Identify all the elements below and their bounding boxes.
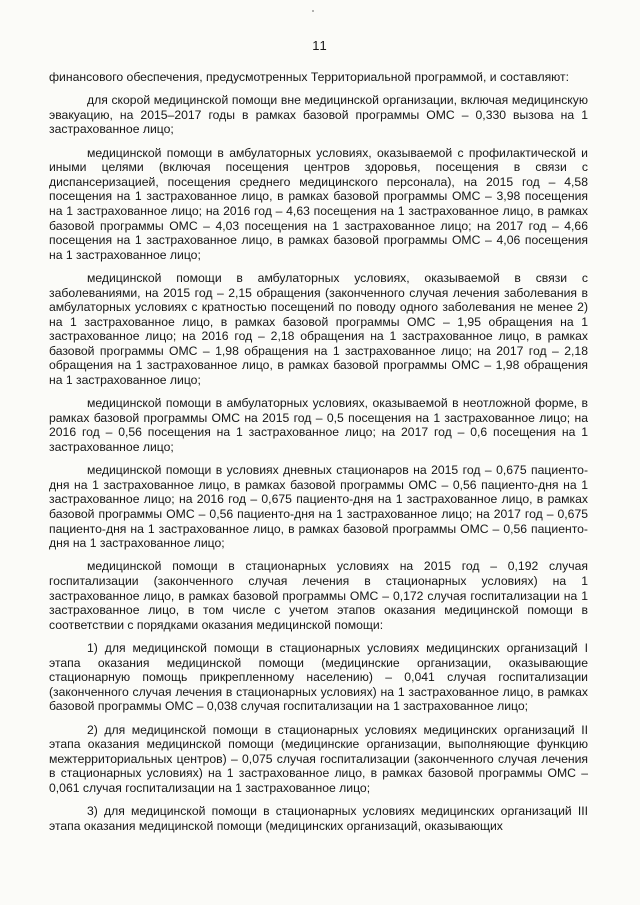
paragraph-inpatient-level-1: 1) для медицинской помощи в стационарных условиях медицинских организаций I этапа оказания медицинской помощи (медицинские организации, оказывающие стационарную помощь прикрепленному населению) – 0,041 случая госпитализации (законченного случая лечения в стационарных условиях) на 1 застрахованное лицо, в рамках базовой программы ОМС – 0,038 случая госпитализации на 1 застрахованное лицо; xyxy=(49,640,588,714)
document-body xyxy=(49,70,588,842)
paragraph-outpatient-disease: медицинской помощи в амбулаторных условиях, оказываемой в связи с заболеваниями, на 2015 год – 2,15 обращения (законченного случая лечения заболевания в амбулаторных условиях с кратностью посещений по поводу одного заболевания не менее 2) на 1 застрахованное лицо, в рамках базовой программы ОМС – 1,95 обращения на 1 застрахованное лицо; на 2016 год – 2,18 обращения на 1 застрахованное лицо, в рамках базовой программы ОМС – 1,98 обращения на 1 застрахованное лицо; на 2017 год – 2,18 обращения на 1 застрахованное лицо, в рамках базовой программы ОМС – 1,98 обращения на 1 застрахованное лицо; xyxy=(49,270,588,388)
paragraph-outpatient-preventive: медицинской помощи в амбулаторных условиях, оказываемой с профилактической и иными целями (включая посещения центров здоровья, посещения в связи с диспансеризацией, посещения среднего медицинского персонала), на 2015 год – 4,58 посещения на 1 застрахованное лицо, в рамках базовой программы ОМС – 3,98 посещения на 1 застрахованное лицо; на 2016 год – 4,63 посещения на 1 застрахованное лицо, в рамках базовой программы ОМС – 4,03 посещения на 1 застрахованное лицо; на 2017 год – 4,66 посещения на 1 застрахованное лицо, в рамках базовой программы ОМС – 4,06 посещения на 1 застрахованное лицо; xyxy=(49,145,588,262)
paragraph-inpatient-level-2: 2) для медицинской помощи в стационарных условиях медицинских организаций II этапа оказания медицинской помощи (медицинские организации, выполняющие функцию межтерриториальных центров) – 0,075 случая госпитализации (законченного случая лечения в стационарных условиях) на 1 застрахованное лицо, в рамках базовой программы ОМС – 0,061 случая госпитализации на 1 застрахованное лицо; xyxy=(49,722,588,795)
paragraph-outpatient-urgent: медицинской помощи в амбулаторных условиях, оказываемой в неотложной форме, в рамках базовой программы ОМС на 2015 год – 0,5 посещения на 1 застрахованное лицо; на 2016 год – 0,56 посещения на 1 застрахованное лицо; на 2017 год – 0,6 посещения на 1 застрахованное лицо; xyxy=(49,396,588,455)
scan-artifact-dot xyxy=(312,10,314,12)
paragraph-inpatient-level-3: 3) для медицинской помощи в стационарных условиях медицинских организаций III этапа оказания медицинской помощи (медицинских организаций, оказывающих xyxy=(49,804,588,833)
paragraph-inpatient: медицинской помощи в стационарных условиях на 2015 год – 0,192 случая госпитализации (законченного случая лечения в стационарных условиях) на 1 застрахованное лицо, в рамках базовой программы ОМС – 0,172 случая госпитализации на 1 застрахованное лицо, в том числе с учетом этапов оказания медицинской помощи в соответствии с порядками оказания медицинской помощи: xyxy=(49,559,588,632)
paragraph-intro: финансового обеспечения, предусмотренных Территориальной программой, и составляют: xyxy=(49,70,570,84)
paragraph-day-hospital: медицинской помощи в условиях дневных стационаров на 2015 год – 0,675 пациенто-дня на 1 застрахованное лицо, в рамках базовой программы ОМС – 0,56 пациенто-дня на 1 застрахованное лицо; на 2016 год – 0,675 пациенто-дня на 1 застрахованное лицо, в рамках базовой программы ОМС – 0,56 пациенто-дня на 1 застрахованное лицо; на 2017 год – 0,675 пациенто-дня на 1 застрахованное лицо, в рамках базовой программы ОМС – 0,56 пациенто-дня на 1 застрахованное лицо; xyxy=(49,463,588,551)
paragraph-emergency-care: для скорой медицинской помощи вне медицинской организации, включая медицинскую эвакуацию, на 2015–2017 годы в рамках базовой программы ОМС – 0,330 вызова на 1 застрахованное лицо; xyxy=(49,93,588,137)
page-number: 11 xyxy=(312,38,328,53)
